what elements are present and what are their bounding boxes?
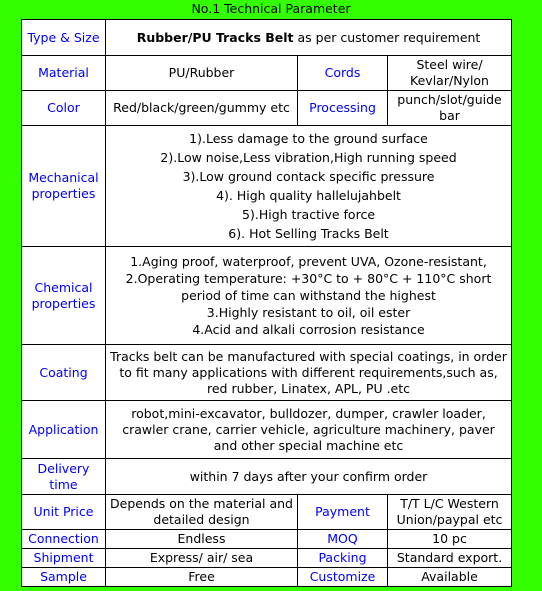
chemical-line: 3.Highly resistant to oil, oil ester xyxy=(206,305,411,320)
value-type-size xyxy=(106,20,512,56)
value-shipment: Express/ air/ sea xyxy=(106,549,298,568)
row-shipment xyxy=(22,549,512,568)
label-packing: Packing xyxy=(298,549,388,568)
page-title: No.1 Technical Parameter xyxy=(191,1,351,16)
value-color: Red/black/green/gummy etc xyxy=(106,91,298,126)
label-material: Material xyxy=(22,56,106,91)
value-customize: Available xyxy=(388,568,512,587)
row-chemical xyxy=(22,247,512,345)
value-type-size-bold: Rubber/PU Tracks Belt xyxy=(136,29,294,45)
label-unit-price: Unit Price xyxy=(22,495,106,530)
value-packing: Standard export. xyxy=(388,549,512,568)
row-application xyxy=(22,401,512,459)
technical-parameter-table xyxy=(21,19,512,587)
label-processing: Processing xyxy=(298,91,388,126)
row-sample xyxy=(22,568,512,587)
value-unit-price: Depends on the material and detailed design xyxy=(106,495,298,530)
value-delivery: within 7 days after your confirm order xyxy=(106,459,512,495)
value-processing: punch/slot/guide bar xyxy=(388,91,512,126)
label-sample: Sample xyxy=(22,568,106,587)
label-moq: MOQ xyxy=(298,530,388,549)
mechanical-line: 6). Hot Selling Tracks Belt xyxy=(228,226,389,241)
label-mechanical: Mechanical properties xyxy=(22,126,106,247)
label-color: Color xyxy=(22,91,106,126)
mechanical-line: 3).Low ground contack specific pressure xyxy=(182,169,435,184)
mechanical-line: 4). High quality hallelujahbelt xyxy=(216,188,401,203)
value-moq: 10 pc xyxy=(388,530,512,549)
label-chemical: Chemical properties xyxy=(22,247,106,345)
value-type-size-rest: as per customer requirement xyxy=(293,29,481,45)
mechanical-line: 5).High tractive force xyxy=(242,207,376,222)
label-type-size: Type & Size xyxy=(22,20,106,56)
label-cords: Cords xyxy=(298,56,388,91)
label-shipment: Shipment xyxy=(22,549,106,568)
label-customize: Customize xyxy=(298,568,388,587)
value-chemical xyxy=(106,247,512,345)
label-coating: Coating xyxy=(22,345,106,401)
row-type-size xyxy=(22,20,512,56)
label-payment: Payment xyxy=(298,495,388,530)
value-application: robot,mini-excavator, bulldozer, dumper, crawler loader, crawler crane, carrier vehicle, agriculture machinery, paver and other special machine etc xyxy=(106,401,512,459)
value-payment: T/T L/C Western Union/paypal etc xyxy=(388,495,512,530)
row-connection xyxy=(22,530,512,549)
label-application: Application xyxy=(22,401,106,459)
chemical-line: 1.Aging proof, waterproof, prevent UVA, Ozone-resistant, xyxy=(130,254,487,269)
mechanical-line: 1).Less damage to the ground surface xyxy=(189,131,428,146)
value-coating: Tracks belt can be manufactured with special coatings, in order to fit many applications with different requirements,such as, red rubber, Linatex, APL, PU .etc xyxy=(106,345,512,401)
value-mechanical xyxy=(106,126,512,247)
row-color xyxy=(22,91,512,126)
value-cords: Steel wire/ Kevlar/Nylon xyxy=(388,56,512,91)
row-delivery xyxy=(22,459,512,495)
row-unit-price xyxy=(22,495,512,530)
row-material xyxy=(22,56,512,91)
chemical-line: 4.Acid and alkali corrosion resistance xyxy=(192,322,425,337)
label-delivery: Delivery time xyxy=(22,459,106,495)
value-material: PU/Rubber xyxy=(106,56,298,91)
label-connection: Connection xyxy=(22,530,106,549)
value-sample: Free xyxy=(106,568,298,587)
row-coating xyxy=(22,345,512,401)
mechanical-line: 2).Low noise,Less vibration,High running speed xyxy=(160,150,457,165)
row-mechanical xyxy=(22,126,512,247)
value-connection: Endless xyxy=(106,530,298,549)
chemical-line: 2.Operating temperature: +30°C to + 80°C + 110°C short period of time can withstand the highest xyxy=(125,271,492,303)
